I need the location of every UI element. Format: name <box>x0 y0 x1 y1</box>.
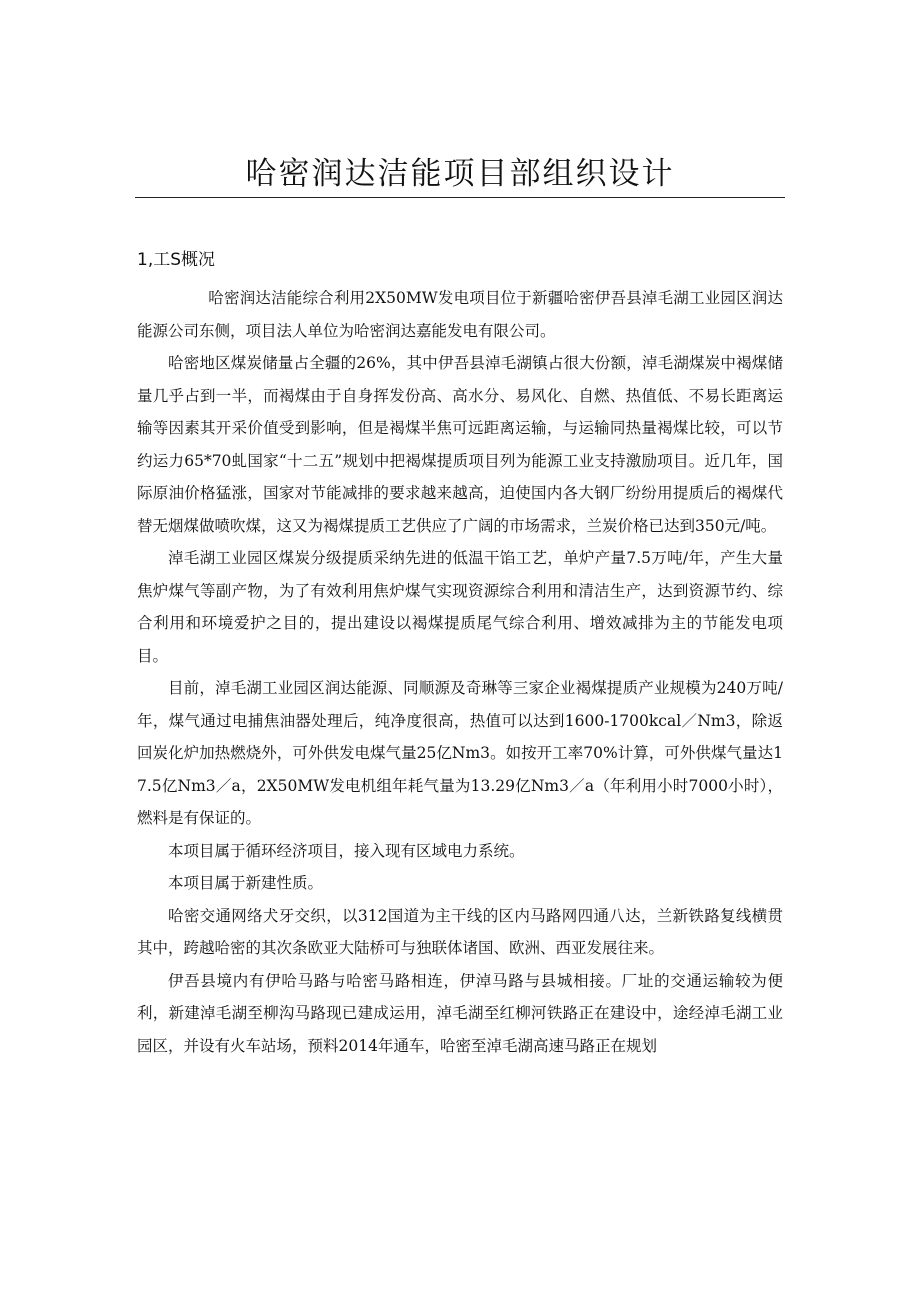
paragraph-coal-reserves: 哈密地区煤炭储量占全疆的26%，其中伊吾县淖毛湖镇占很大份额，淖毛湖煤炭中褐煤储量几乎占到一半，而褐煤由于自身挥发份高、高水分、易风化、自燃、热值低、不易长距离运输等因素其开采价值受到影响，但是褐煤半焦可远距离运输，与运输同热量褐煤比较，可以节约运力65*70虬国家“十二五”规划中把褐煤提质项目列为能源工业支持激励项目。近几年，国际原油价格猛涨，国家对节能减排的要求越来越高，迫使国内各大钢厂纷纷用提质后的褐煤代替无烟煤做喷吹煤，这又为褐煤提质工艺供应了广阔的市场需求，兰炭价格已达到350元/吨。 <box>137 354 783 535</box>
paragraph-new-construction: 本项目属于新建性质。 <box>168 874 324 892</box>
paragraph-project-location: 哈密润达洁能综合利用2X50MW发电项目位于新疆哈密伊吾县淖毛湖工业园区润达能源公司东侧，项目法人单位为哈密润达嘉能发电有限公司。 <box>137 289 783 340</box>
paragraph-yiwu-transport: 伊吾县境内有伊哈马路与哈密马路相连，伊淖马路与县城相接。厂址的交通运输较为便利，新建淖毛湖至柳沟马路现已建成运用，淖毛湖至红柳河铁路正在建设中，途经淖毛湖工业园区，并设有火车站场，预料2014年通车，哈密至淖毛湖高速马路正在规划 <box>137 971 783 1055</box>
section-heading: 1,工S概况 <box>137 250 216 270</box>
paragraph-process: 淖毛湖工业园区煤炭分级提质采纳先进的低温干馅工艺，单炉产量7.5万吨/年，产生大量焦炉煤气等副产物，为了有效利用焦炉煤气实现资源综合利用和清洁生产，达到资源节约、综合利用和环境爱护之目的，提出建设以褐煤提质尾气综合利用、增效减排为主的节能发电项目。 <box>137 549 783 665</box>
document-body <box>137 282 783 1062</box>
document-title: 哈密润达洁能项目部组织设计 <box>245 156 675 192</box>
paragraph-hami-transport: 哈密交通网络犬牙交织，以312国道为主干线的区内马路网四通八达，兰新铁路复线横贯其中，跨越哈密的其次条欧亚大陆桥可与独联体诸国、欧洲、西亚发展往来。 <box>137 906 783 957</box>
paragraph-circular-economy: 本项目属于循环经济项目，接入现有区域电力系统。 <box>168 841 525 860</box>
title-divider <box>135 197 785 198</box>
paragraph-gas-supply: 目前，淖毛湖工业园区润达能源、同顺源及奇琳等三家企业褐煤提质产业规模为240万吨/年，煤气通过电捕焦油器处理后，纯净度很高，热值可以达到1600-1700kcal／Nm3，除返回炭化炉加热燃烧外，可外供发电煤气量25亿Nm3。如按开工率70%计算，可外供煤气量达17.5亿Nm3／a，2X50MW发电机组年耗气量为13.29亿Nm3／a（年利用小时7000小时），燃料是有保证的。 <box>137 679 783 827</box>
